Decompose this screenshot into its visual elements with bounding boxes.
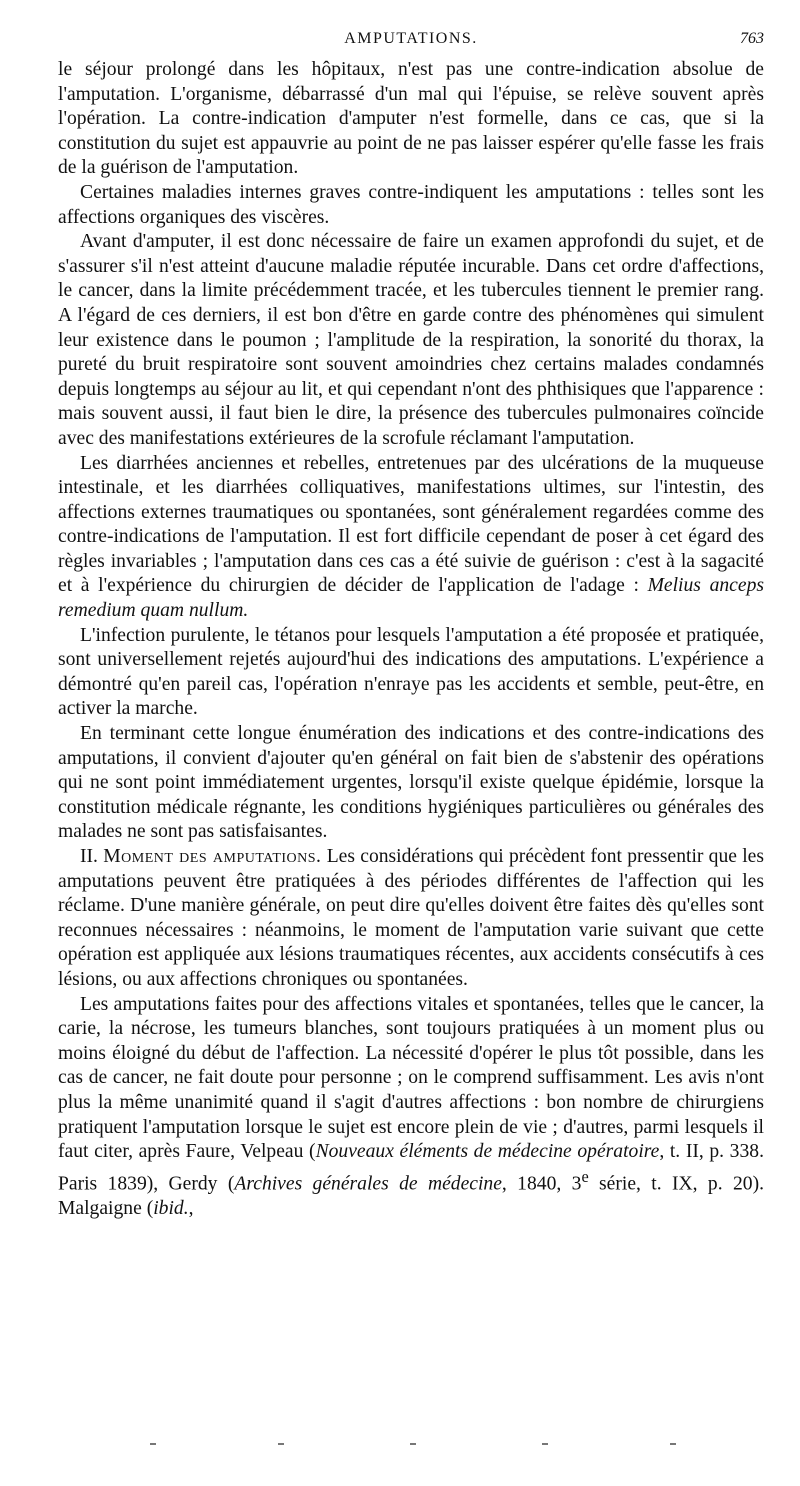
paragraph-text: Les considérations qui précèdent font pressentir que les amputations peuvent être pratiquées à des périodes différentes de l'affection qui les réclame. D'une manière générale, on peut dire qu'elles doivent être faites dès qu'elles sont reconnues nécessaires : néanmoins, le moment de l'amputation varie suivant que cette opération est appliquée aux lésions traumatiques récentes, aux accidents consécutifs à ces lésions, ou aux affections chroniques ou spontanées. [58,846,764,990]
paragraph [58,58,764,181]
paragraph [58,230,764,451]
paragraph-text: En terminant cette longue énumération des indications et des contre-indications des amputations, il convient d'ajouter qu'en général on fait bien de s'abstenir des opérations qui ne sont point immédiatement urgentes, lorsqu'il existe quelque épidémie, lorsque la constitution médicale régnante, les conditions hygiéniques particulières ou générales des malades ne sont pas satisfaisantes. [58,723,764,843]
citation-details: , 1840, 3 [501,1173,582,1195]
paragraph-text: Avant d'amputer, il est donc nécessaire de faire un examen approfondi du sujet, et de s'assurer s'il n'est atteint d'aucune maladie réputée incurable. Dans cet ordre d'affections, le cancer, dans la limite précédemment tracée, et les tubercules tiennent le premier rang. A l'égard de ces derniers, il est bon d'être en garde contre des phénomènes qui simulent leur existence dans le poumon ; l'amplitude de la respiration, la sonorité du thorax, la pureté du bruit respiratoire sont souvent amoindries chez certains malades condamnés depuis longtemps au séjour au lit, et qui cependant n'ont des phthisiques que l'apparence : mais souvent aussi, il faut bien le dire, la présence des tubercules pulmonaires coïncide avec des manifestations extérieures de la scrofule réclamant l'amputation. [58,231,764,449]
section-number: II. [80,846,104,867]
superscript: e [581,1166,589,1186]
paragraph-text: le séjour prolongé dans les hôpitaux, n'est pas une contre-indication absolue de l'amputation. L'organisme, débarrassé d'un mal qui l'épuise, se relève souvent après l'opération. La contre-indication d'amputer n'est formelle, dans ce cas, que si la constitution du sujet est appauvrie au point de ne pas laisser espérer qu'elle fasse les frais de la guérison de l'amputation. [58,59,764,179]
paragraph-text: Les diarrhées anciennes et rebelles, entretenues par des ulcérations de la muqueuse intestinale, et les diarrhées colliquatives, manifestations ultimes, sur l'intestin, des affections externes traumatiques ou spontanées, sont généralement regardées comme des contre-indications de l'amputation. Il est fort difficile cependant de poser à cet égard des règles invariables ; l'amputation dans ces cas a été suivie de guérison : c'est à la sagacité et à l'expérience du chirurgien de décider de l'application de l'adage : [58,452,764,597]
citation-details: série, t. IX, p. 20). Malgaigne ( [58,1173,765,1219]
citation-details: , t. II, p. 338. Paris 1839), Gerdy ( [58,1141,764,1195]
paragraph [58,722,764,845]
paragraph [58,624,764,722]
paragraph [58,452,764,624]
citation-title: Nouveaux éléments de médecine opératoire [315,1141,660,1163]
citation-title: Archives générales de médecine [234,1173,502,1195]
paragraph [58,181,764,230]
paragraph-text: L'infection purulente, le tétanos pour lesquels l'amputation a été proposée et pratiquée, sont universellement rejetés aujourd'hui des indications des amputations. L'expérience a démontré qu'en pareil cas, l'opération n'enraye pas les accidents et semble, peut-être, en activer la marche. [58,624,764,720]
running-header [58,30,764,58]
paragraph-text: Les amputations faites pour des affections vitales et spontanées, telles que le cancer, la carie, la nécrose, les tumeurs blanches, sont toujours pratiquées à un moment plus ou moins éloigné du début de l'affection. La nécessité d'opérer le plus tôt possible, dans les cas de cancer, ne fait doute pour personne ; on le comprend suffisamment. Les avis n'ont plus la même unanimité quand il s'agit d'autres affections : bon nombre de chirurgiens pratiquent l'amputation lorsque le sujet est encore plein de vie ; d'autres, parmi lesquels il faut citer, après Faure, Velpeau ( [58,993,764,1163]
page-number: 763 [740,30,764,47]
section-paragraph [58,845,764,993]
footer-print-marks [58,1443,764,1449]
body-text [58,58,764,1221]
paragraph [58,993,764,1222]
section-title: Moment des amputations. [103,846,322,867]
citation-ibid: ibid. [153,1197,189,1219]
book-page [58,30,764,1221]
paragraph-text: Certaines maladies internes graves contre-indiquent les amputations : telles sont les affections organiques des viscères. [58,181,764,228]
latin-adage: Melius anceps remedium quam nullum. [58,575,764,622]
paragraph-text: , [188,1197,194,1219]
running-title: AMPUTATIONS. [344,30,478,47]
